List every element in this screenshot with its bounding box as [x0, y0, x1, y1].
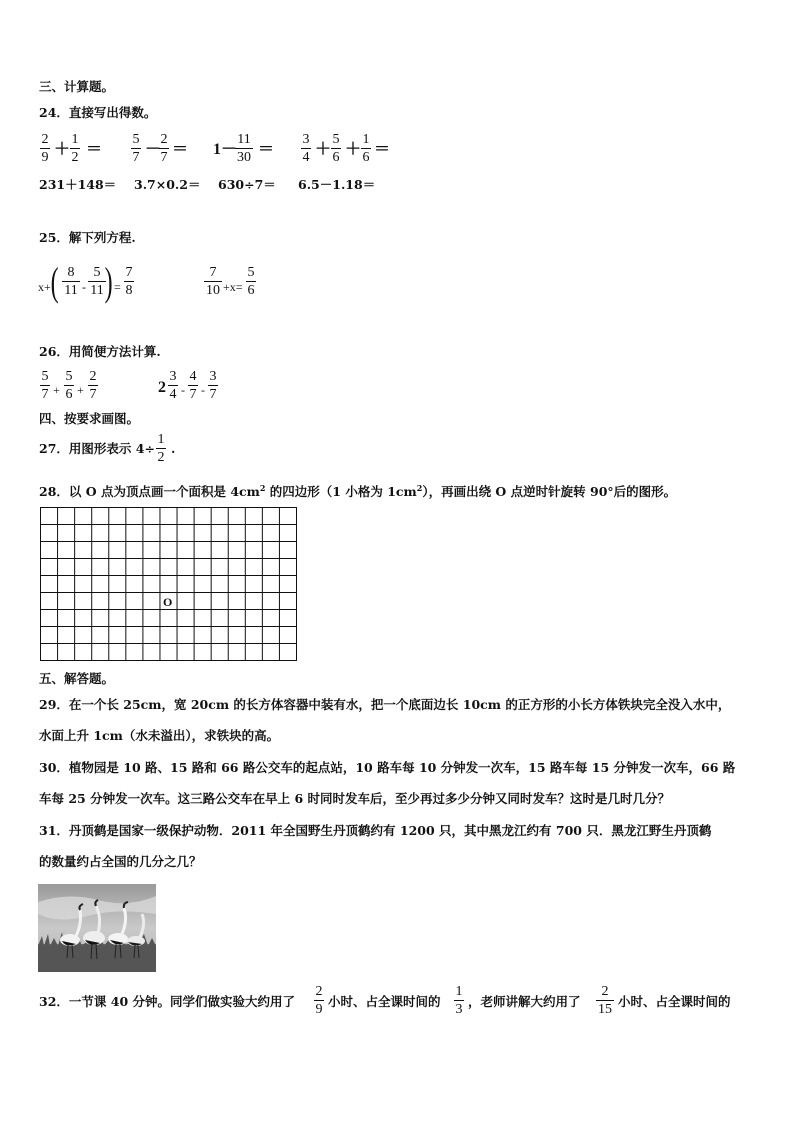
equals: ＝ [258, 141, 275, 158]
q24-row2-expr-4: 6.5－1.18＝ [298, 177, 376, 192]
operator: + [53, 383, 60, 397]
whole-part: 1－ [213, 141, 238, 158]
fraction: 2 9 [41, 132, 49, 165]
q29-line-1: 29．在一个长 25cm，宽 20cm 的长方体容器中装有水，把一个底面边长 10cm 的正方形的小长方体铁块完全没入水中， [39, 697, 731, 712]
operator: - [201, 383, 205, 397]
section-3-title: 三、计算题。 [39, 79, 115, 94]
fraction: 7 10 [206, 265, 220, 298]
q32-text-a: 32．一节课 40 分钟。同学们做实验大约用了 [39, 994, 295, 1009]
fraction: 11 30 [237, 132, 251, 165]
fraction: 1 2 [157, 432, 165, 465]
operator: - [181, 383, 185, 397]
fraction: 2 7 [160, 132, 168, 165]
fraction: 5 6 [332, 132, 340, 165]
fraction: 5 11 [88, 265, 106, 298]
q32-text-c: ，老师讲解大约用了 [468, 994, 581, 1009]
fraction: 1 2 [71, 132, 79, 165]
q25-title: 25．解下列方程. [39, 230, 136, 245]
section-5-title: 五、解答题。 [39, 671, 115, 686]
fraction: 1 6 [362, 132, 370, 165]
operator: ＋ [345, 141, 362, 158]
q32-text-b: 小时、占全课时间的 [328, 994, 441, 1009]
equation-prefix: x+ [38, 280, 51, 294]
point-o-label: O [163, 595, 173, 609]
q29-line-2: 水面上升 1cm（水未溢出），求铁块的高。 [39, 728, 280, 743]
fraction: 3 4 [169, 369, 177, 402]
operator: - [82, 280, 86, 294]
q30-line-1: 30．植物园是 10 路、15 路和 66 路公交车的起点站，10 路车每 10 分钟发一次车，15 路车每 15 分钟发一次车，66 路 [39, 760, 736, 775]
q27-text: 27．用图形表示 4÷ [39, 441, 155, 456]
equals: ＝ [374, 141, 391, 158]
fraction: 2 15 [598, 984, 612, 1017]
equals: = [114, 280, 121, 294]
q31-line-1: 31．丹顶鹤是国家一级保护动物．2011 年全国野生丹顶鹤约有 1200 只，其中黑龙江约有 700 只．黑龙江野生丹顶鹤 [39, 823, 712, 838]
fraction: 2 7 [89, 369, 97, 402]
q27-end: . [171, 441, 176, 456]
q24-title: 24．直接写出得数。 [39, 105, 157, 120]
fraction: 3 7 [209, 369, 217, 402]
q31-line-2: 的数量约占全国的几分之几？ [39, 854, 202, 869]
fraction: 7 8 [125, 265, 133, 298]
fraction: 2 9 [315, 984, 323, 1017]
fraction: 4 7 [189, 369, 197, 402]
right-paren: ) [104, 259, 113, 304]
equals: ＝ [86, 141, 103, 158]
q24-row2-expr-2: 3.7×0.2＝ [134, 177, 201, 192]
section-4-title: 四、按要求画图。 [39, 411, 140, 426]
whole-part: 2 [158, 379, 166, 396]
operator: + [77, 383, 84, 397]
q26-title: 26．用简便方法计算. [39, 344, 161, 359]
q30-line-2: 车每 25 分钟发一次车。这三路公交车在早上 6 时同时发车后，至少再过多少分钟又同时发车？这时是几时几分？ [39, 791, 671, 806]
left-paren: ( [50, 259, 59, 304]
q32-text-d: 小时、占全课时间的 [618, 994, 731, 1009]
square-grid[interactable] [40, 507, 297, 661]
fraction: 1 3 [455, 984, 463, 1017]
red-crowned-crane-photo [38, 884, 156, 972]
q24-row2-expr-3: 630÷7＝ [218, 177, 276, 192]
operator: ＋ [315, 141, 332, 158]
q24-row2-expr-1: 231＋148＝ [39, 177, 117, 192]
fraction: 3 4 [302, 132, 310, 165]
equation-middle: +x= [223, 280, 243, 294]
fraction: 5 6 [247, 265, 255, 298]
fraction: 5 7 [132, 132, 140, 165]
q28-text: 28．以 O 点为顶点画一个面积是 $4cm^2$ 的四边形（1 小格为 $1cm^2$），再画出绕 O 点逆时针旋转 90°后的图形。 [39, 483, 677, 500]
fraction: 5 6 [65, 369, 73, 402]
fraction: 5 7 [41, 369, 49, 402]
operator: ＋ [54, 141, 71, 158]
operator: － [145, 141, 162, 158]
equals: ＝ [172, 141, 189, 158]
fraction: 8 11 [62, 265, 80, 298]
